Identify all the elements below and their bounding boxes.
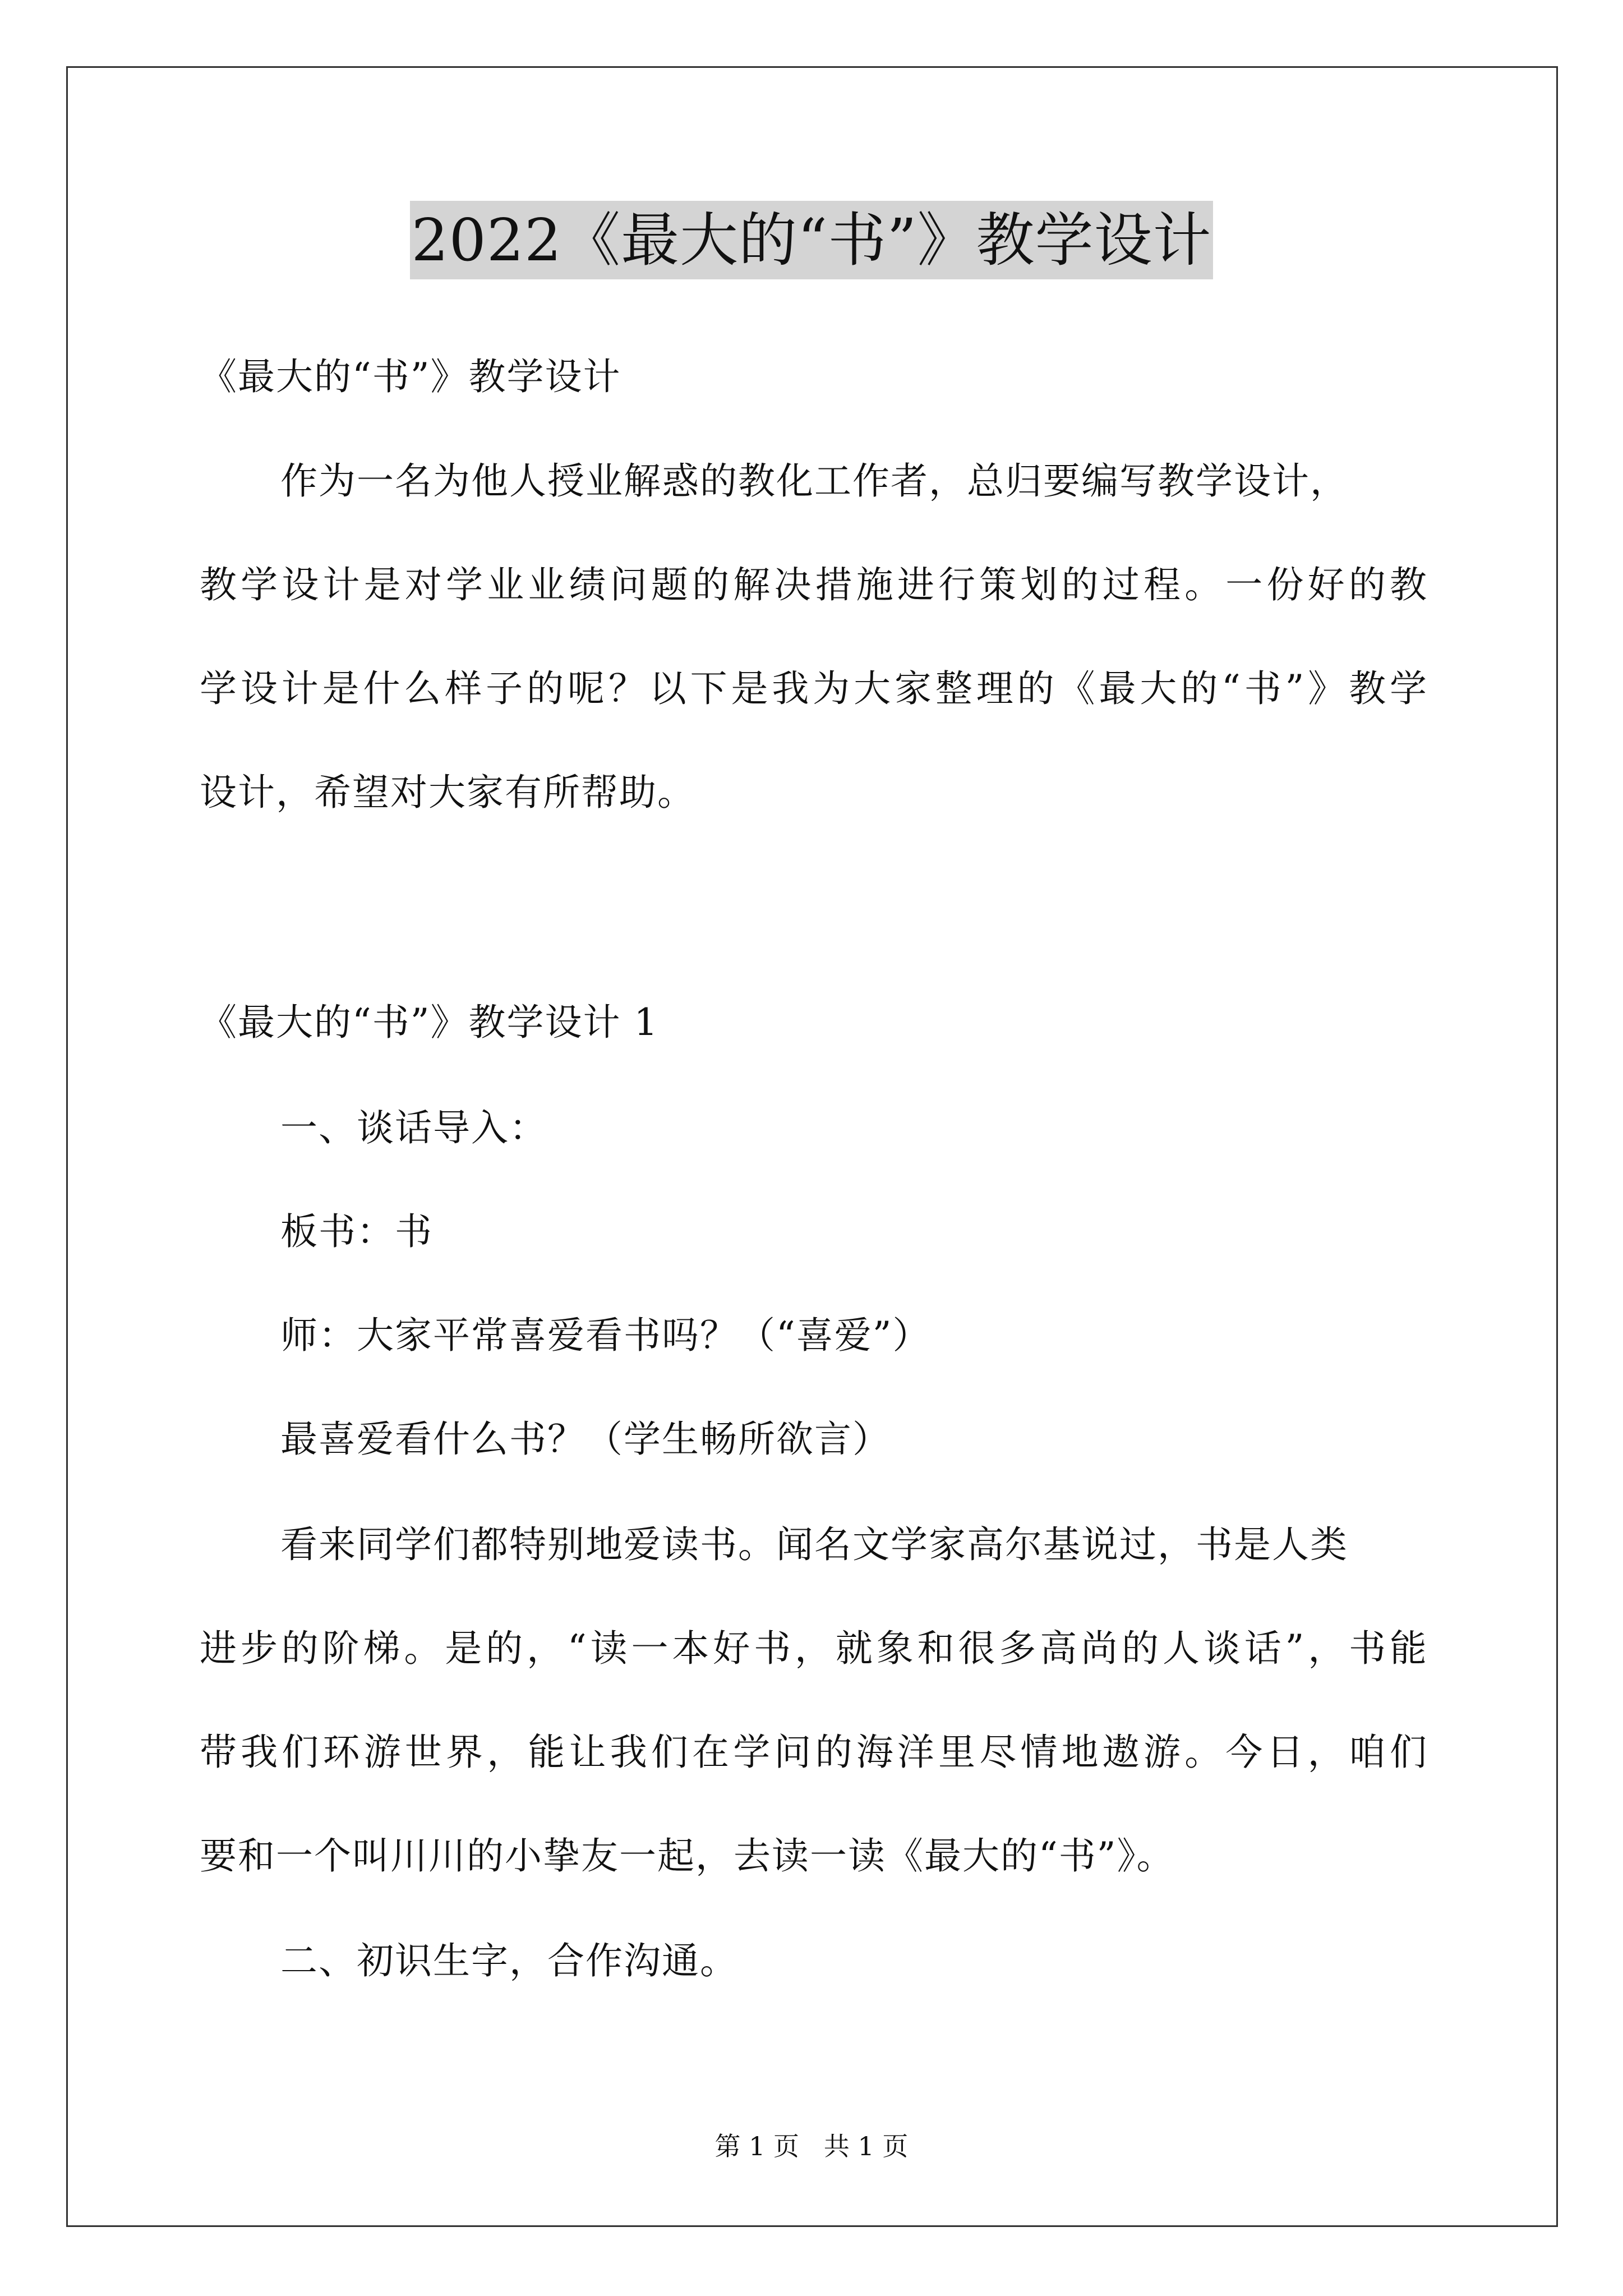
intro-line-2: 教学设计是对学业业绩问题的解决措施进行策划的过程。一份好的教 (200, 563, 1428, 606)
section-heading: 《最大的“书”》教学设计 1 (200, 1001, 659, 1044)
title-container (0, 201, 1623, 279)
paragraph-line-3: 带我们环游世界，能让我们在学问的海洋里尽情地遨游。今日，咱们 (200, 1731, 1428, 1774)
intro-line-4: 设计，希望对大家有所帮助。 (200, 771, 695, 814)
line-board-writing: 板书：书 (280, 1210, 433, 1253)
paragraph-line-4: 要和一个叫川川的小挚友一起，去读一读《最大的“书”》。 (200, 1834, 1175, 1878)
line-teacher-question: 师：大家平常喜爱看书吗？（“喜爱”） (280, 1314, 931, 1357)
line-section-two: 二、初识生字，合作沟通。 (280, 1939, 738, 1982)
document-title: 2022《最大的“书”》教学设计 (410, 201, 1212, 279)
intro-line-1: 作为一名为他人授业解惑的教化工作者，总归要编写教学设计， (280, 459, 1348, 503)
line-intro-talk: 一、谈话导入： (280, 1106, 547, 1149)
line-favorite-books: 最喜爱看什么书？（学生畅所欲言） (280, 1418, 891, 1461)
document-subtitle: 《最大的“书”》教学设计 (200, 355, 621, 398)
intro-line-3: 学设计是什么样子的呢？以下是我为大家整理的《最大的“书”》教学 (200, 667, 1428, 710)
paragraph-line-1: 看来同学们都特别地爱读书。闻名文学家高尔基说过，书是人类 (280, 1523, 1348, 1566)
page-footer: 第 1 页 共 1 页 (714, 2131, 909, 2161)
paragraph-line-2: 进步的阶梯。是的，“读一本好书，就象和很多高尚的人谈话”，书能 (200, 1627, 1428, 1670)
